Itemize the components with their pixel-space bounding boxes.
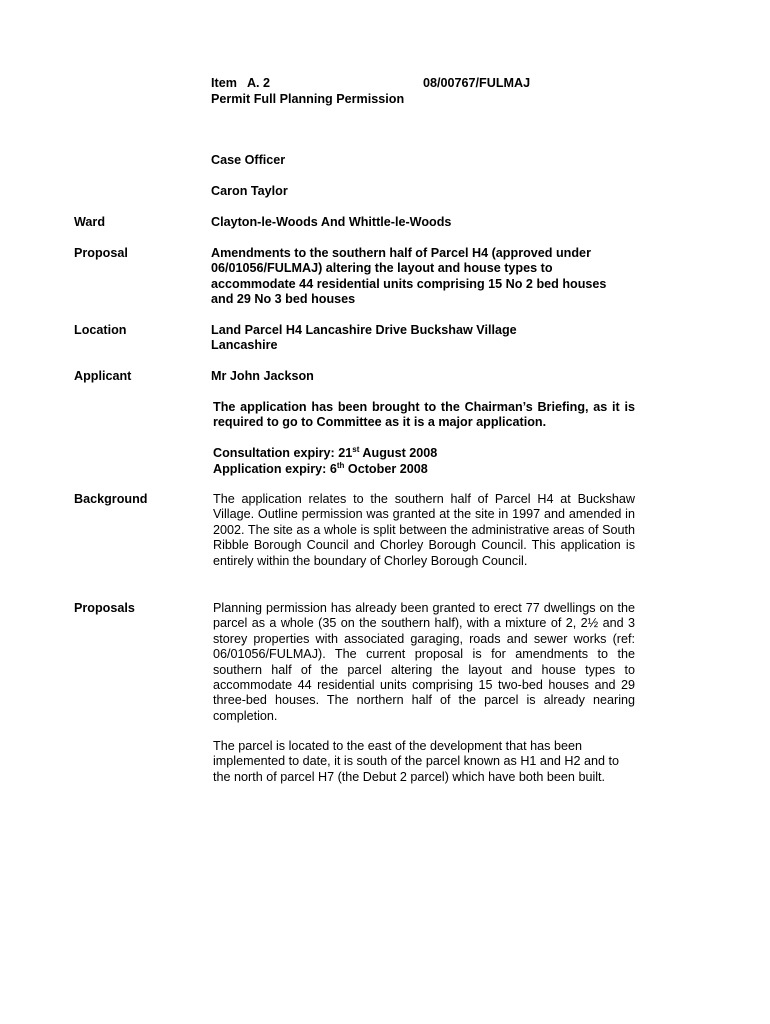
proposal-label: Proposal bbox=[74, 246, 128, 260]
item-label: Item bbox=[211, 76, 237, 90]
ward-label: Ward bbox=[74, 215, 106, 229]
background-text: The application relates to the southern half of Parcel H4 at Buckshaw Village. Outline permission was granted at the site in 1997 and amended in 2002. The site as a whole is split between the administrative areas of South Ribble Borough Council and Chorley Borough Council. This application is entirely within the boundary of Chorley Borough Council. bbox=[213, 492, 635, 568]
consultation-expiry-prefix: Consultation expiry: 21 bbox=[213, 446, 353, 460]
proposals-label: Proposals bbox=[74, 601, 135, 615]
proposals-paragraph-1: Planning permission has already been granted to erect 77 dwellings on the parcel as a whole (35 on the southern half), with a mixture of 2, 2½ and 3 storey properties with associated garaging, roads and sewer works (ref: 06/01056/FULMAJ). The current proposal is for amendments to the southern half of the parcel altering the layout and house types to accommodate 44 residential units comprising 15 two-bed houses and 29 three-bed houses. The northern half of the parcel is already nearing completion. bbox=[213, 601, 635, 723]
briefing-statement: The application has been brought to the Chairman’s Briefing, as it is required to go to Committee as it is a major application. bbox=[213, 400, 635, 430]
application-reference: 08/00767/FULMAJ bbox=[423, 76, 531, 90]
background-label: Background bbox=[74, 492, 148, 506]
ward-value: Clayton-le-Woods And Whittle-le-Woods bbox=[211, 215, 452, 229]
location-value: Land Parcel H4 Lancashire Drive Buckshaw Village Lancashire bbox=[211, 323, 517, 353]
case-officer-label: Case Officer bbox=[211, 153, 286, 167]
consultation-expiry-sup: st bbox=[352, 445, 360, 454]
case-officer-name: Caron Taylor bbox=[211, 184, 288, 198]
proposals-paragraph-2: The parcel is located to the east of the development that has been implemented to date, it is south of the parcel known as H1 and H2 and to the north of parcel H7 (the Debut 2 parcel) which have both been built. bbox=[213, 739, 620, 784]
proposal-value: Amendments to the southern half of Parcel H4 (approved under 06/01056/FULMAJ) altering the layout and house types to accommodate 44 residential units comprising 15 No 2 bed houses and 29 No 3 bed houses bbox=[211, 246, 607, 307]
item-number: A. 2 bbox=[246, 76, 271, 90]
consultation-expiry bbox=[213, 446, 635, 461]
application-expiry-sup: th bbox=[336, 461, 345, 470]
application-expiry-suffix: October 2008 bbox=[344, 462, 428, 476]
applicant-label: Applicant bbox=[74, 369, 132, 383]
consultation-expiry-suffix: August 2008 bbox=[359, 446, 438, 460]
location-label: Location bbox=[74, 323, 127, 337]
application-expiry-prefix: Application expiry: 6 bbox=[213, 462, 337, 476]
decision-heading: Permit Full Planning Permission bbox=[211, 92, 405, 106]
application-expiry bbox=[213, 462, 635, 477]
item-label-row bbox=[211, 76, 270, 91]
applicant-value: Mr John Jackson bbox=[211, 369, 314, 383]
